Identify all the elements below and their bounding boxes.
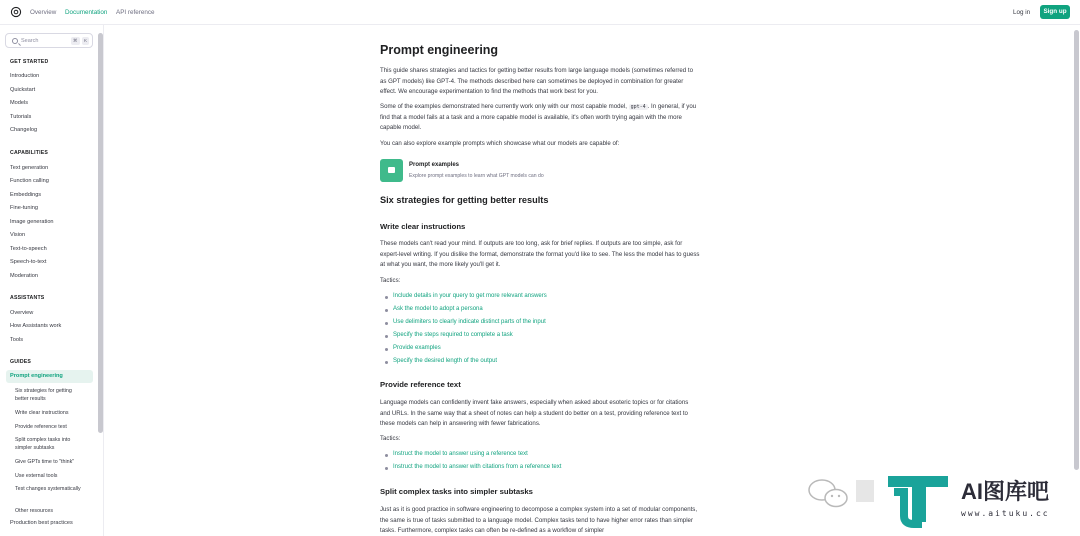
sidebar-item-text-generation[interactable]: Text generation xyxy=(10,165,49,171)
tactic-link[interactable]: Ask the model to adopt a persona xyxy=(393,306,483,312)
write-clear-heading: Write clear instructions xyxy=(380,222,466,231)
sidebar-item-models[interactable]: Models xyxy=(10,100,29,106)
search-placeholder: Search xyxy=(21,38,39,44)
tactic-link[interactable]: Use delimiters to clearly indicate distinct parts of the input xyxy=(393,319,546,325)
search-icon xyxy=(12,38,18,44)
openai-logo-icon[interactable] xyxy=(10,6,22,18)
sidebar-item-how-assistants-work[interactable]: How Assistants work xyxy=(10,323,62,329)
sidebar-subitem-six-strategies[interactable]: Six strategies for getting better results xyxy=(15,388,72,402)
kbd-k: K xyxy=(84,38,88,43)
tactic-link[interactable]: Provide examples xyxy=(393,345,441,351)
intro-paragraph: This guide shares strategies and tactics for getting better results from large language models (sometimes referred to as GPT models) like GPT-4. The methods described here can sometimes be deployed in combination for greater effect. We encourage experimentation to find the methods that work best for you. xyxy=(380,67,693,95)
sidebar-item-image-generation[interactable]: Image generation xyxy=(10,219,54,225)
sidebar-subitem-other-resources[interactable]: Other resources xyxy=(15,508,53,514)
watermark-text: AI图库吧 xyxy=(961,479,1050,504)
search-input[interactable] xyxy=(5,33,93,48)
section-assistants: ASSISTANTS xyxy=(10,295,45,301)
sidebar-item-production-best-practices[interactable]: Production best practices xyxy=(10,520,73,526)
nav-api-reference[interactable]: API reference xyxy=(116,9,155,16)
split-tasks-heading: Split complex tasks into simpler subtasks xyxy=(380,487,533,496)
signup-button[interactable]: Sign up xyxy=(1040,5,1070,19)
nav-documentation[interactable]: Documentation xyxy=(65,9,108,16)
tactic-link[interactable]: Instruct the model to answer with citations from a reference text xyxy=(393,464,562,470)
aituku-logo-icon xyxy=(884,472,954,528)
sidebar-item-speech-to-text[interactable]: Speech-to-text xyxy=(10,259,47,265)
sidebar-scrollbar[interactable] xyxy=(98,33,103,433)
page-title: Prompt engineering xyxy=(380,43,499,57)
watermark-url: www.aituku.cc xyxy=(961,509,1050,518)
sidebar-item-assistants-overview[interactable]: Overview xyxy=(10,310,34,316)
reference-text-heading: Provide reference text xyxy=(380,380,461,389)
sidebar-item-moderation[interactable]: Moderation xyxy=(10,273,38,279)
main-content xyxy=(105,25,1080,536)
top-nav-bar xyxy=(0,0,1080,25)
model-note-text-1: Some of the examples demonstrated here currently work only with our most capable model, xyxy=(380,103,629,110)
wechat-icon xyxy=(806,474,876,514)
tactics-label-1: Tactics: xyxy=(380,277,401,284)
main-scrollbar[interactable] xyxy=(1074,30,1079,470)
tactics-label-2: Tactics: xyxy=(380,435,401,442)
write-clear-paragraph: These models can't read your mind. If outputs are too long, ask for brief replies. If outputs are too simple, ask for expert-level writing. If you dislike the format, demonstrate the format you'd like to see. The less the model has to guess at what you want, the more likely you'll get it. xyxy=(380,240,700,268)
sidebar-item-quickstart[interactable]: Quickstart xyxy=(10,87,36,93)
sidebar-item-vision[interactable]: Vision xyxy=(10,232,26,238)
kbd-cmd: ⌘ xyxy=(73,38,78,43)
sidebar xyxy=(0,25,104,536)
strategies-heading: Six strategies for getting better results xyxy=(380,195,549,205)
login-link[interactable]: Log in xyxy=(1013,9,1031,16)
sidebar-item-text-to-speech[interactable]: Text-to-speech xyxy=(10,246,47,252)
sidebar-subitem-write-clear[interactable]: Write clear instructions xyxy=(15,410,69,416)
section-guides: GUIDES xyxy=(10,359,32,365)
sidebar-item-function-calling[interactable]: Function calling xyxy=(10,178,49,184)
watermark xyxy=(806,462,1080,532)
sidebar-subitem-external-tools[interactable]: Use external tools xyxy=(15,473,58,479)
sidebar-item-changelog[interactable]: Changelog xyxy=(10,127,38,133)
section-capabilities: CAPABILITIES xyxy=(10,150,49,156)
model-code: gpt-4 xyxy=(630,104,646,110)
sidebar-subitem-give-time[interactable]: Give GPTs time to "think" xyxy=(15,459,75,465)
nav-overview[interactable]: Overview xyxy=(30,9,57,16)
book-icon[interactable] xyxy=(380,159,403,182)
section-get-started: GET STARTED xyxy=(10,59,49,65)
sidebar-item-introduction[interactable]: Introduction xyxy=(10,73,40,79)
sidebar-subitem-split-tasks[interactable]: Split complex tasks into simpler subtasks xyxy=(15,437,71,451)
sidebar-item-embeddings[interactable]: Embeddings xyxy=(10,192,42,198)
explore-paragraph: You can also explore example prompts which showcase what our models are capable of: xyxy=(380,140,620,147)
sidebar-subitem-test-changes[interactable]: Test changes systematically xyxy=(15,486,81,492)
tactic-link[interactable]: Instruct the model to answer using a reference text xyxy=(393,451,528,457)
sidebar-item-prompt-engineering[interactable]: Prompt engineering xyxy=(6,370,93,383)
prompt-examples-card-title[interactable]: Prompt examples xyxy=(409,162,460,168)
model-note-text-2: . In general, if you find that a model fails at a task and a more capable model is available, it's often worth trying again with the more capable model. xyxy=(380,103,697,131)
sidebar-item-tutorials[interactable]: Tutorials xyxy=(10,114,32,120)
sidebar-item-tools[interactable]: Tools xyxy=(10,337,24,343)
model-note-paragraph xyxy=(380,102,700,134)
sidebar-item-fine-tuning[interactable]: Fine-tuning xyxy=(10,205,38,211)
tactic-link[interactable]: Specify the desired length of the output xyxy=(393,358,498,364)
tactic-link[interactable]: Specify the steps required to complete a task xyxy=(393,332,513,338)
split-tasks-paragraph: Just as it is good practice in software engineering to decompose a complex system into a set of modular components, the same is true of tasks submitted to a language model. Complex tasks tend to have higher error rates than simpler tasks. Furthermore, complex tasks can often be re-defined as a workflow of simpler xyxy=(380,506,698,534)
tactic-link[interactable]: Include details in your query to get more relevant answers xyxy=(393,293,547,299)
sidebar-subitem-reference-text[interactable]: Provide reference text xyxy=(15,424,67,430)
prompt-examples-card-desc: Explore prompt examples to learn what GPT models can do xyxy=(409,173,544,179)
reference-text-paragraph: Language models can confidently invent fake answers, especially when asked about esoteric topics or for citations and URLs. In the same way that a sheet of notes can help a student do better on a test, providing reference text to these models can help in answering with fewer fabrications. xyxy=(380,399,689,427)
